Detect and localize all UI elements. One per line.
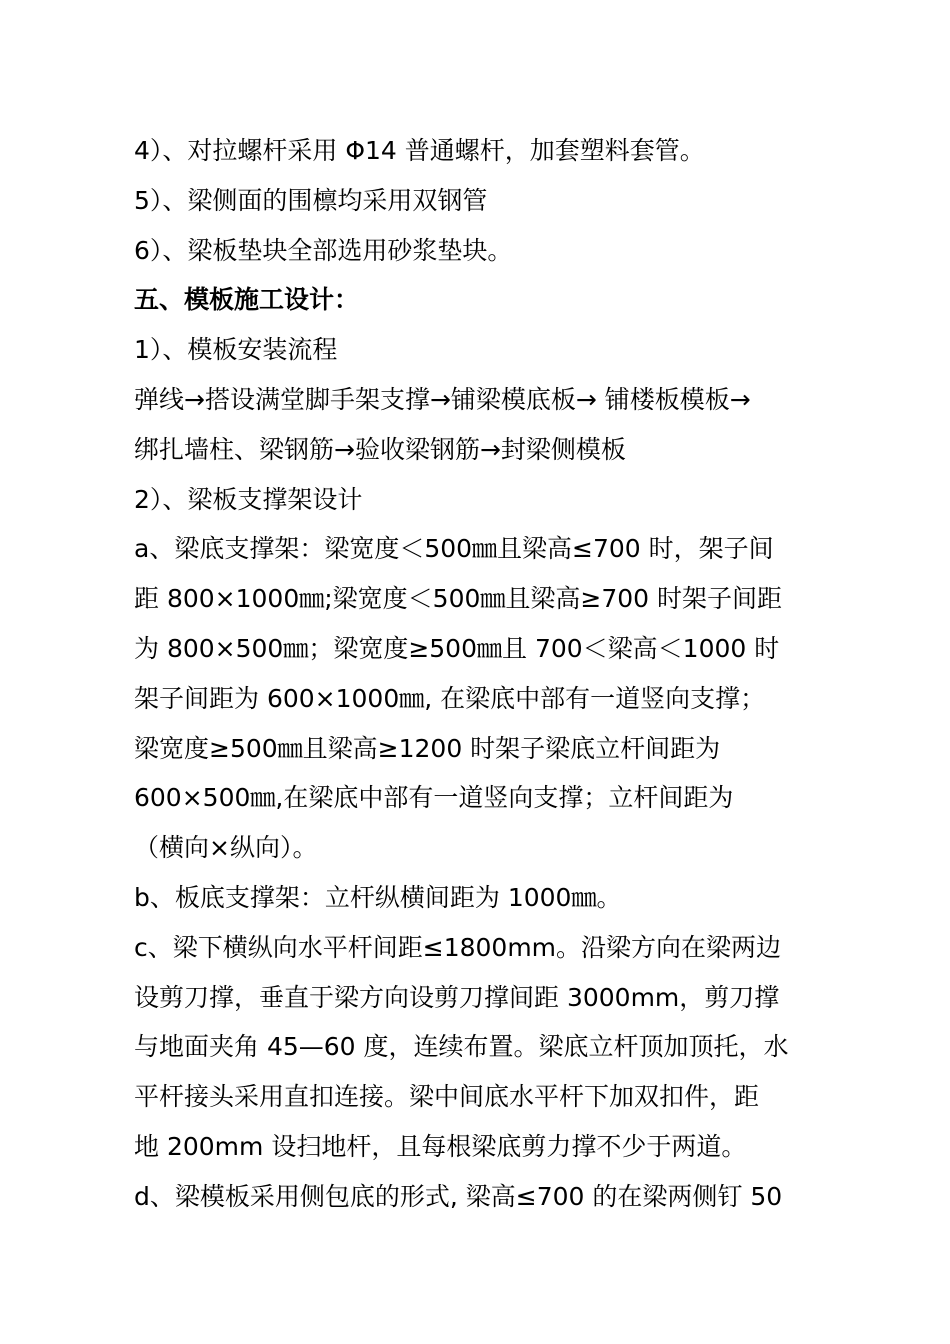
document-body: [134, 126, 802, 1222]
text-line: d、梁模板采用侧包底的形式, 梁高≤700 的在梁两侧钉 50: [134, 1181, 783, 1211]
text-line: c、梁下横纵向水平杆间距≤1800mm。沿梁方向在梁两边: [134, 932, 782, 962]
text-line: 平杆接头采用直扣连接。梁中间底水平杆下加双扣件，距: [134, 1082, 760, 1112]
text-line: 5）、梁侧面的围檩均采用双钢管: [134, 185, 488, 215]
text-line: 与地面夹角 45—60 度，连续布置。梁底立杆顶加顶托，水: [134, 1032, 789, 1062]
text-line: 为 800×500㎜；梁宽度≥500㎜且 700＜梁高＜1000 时: [134, 633, 780, 663]
text-line: 设剪刀撑，垂直于梁方向设剪刀撑间距 3000mm，剪刀撑: [134, 982, 780, 1012]
text-line: 600×500㎜,在梁底中部有一道竖向支撑；立杆间距为: [134, 783, 734, 813]
text-line: 架子间距为 600×1000㎜, 在梁底中部有一道竖向支撑；: [134, 683, 766, 713]
section-heading: 五、模板施工设计：: [134, 285, 360, 315]
text-line: 弹线→搭设满堂脚手架支撑→铺梁模底板→ 铺楼板模板→: [134, 384, 751, 414]
text-line: b、板底支撑架：立杆纵横间距为 1000㎜。: [134, 882, 622, 912]
text-line: 距 800×1000㎜;梁宽度＜500㎜且梁高≥700 时架子间距: [134, 584, 782, 614]
subsection-heading: 1）、模板安装流程: [134, 335, 338, 365]
text-line: 4）、对拉螺杆采用 Φ14 普通螺杆，加套塑料套管。: [134, 136, 705, 165]
text-line: 6）、梁板垫块全部选用砂浆垫块。: [134, 235, 513, 265]
text-line: 梁宽度≥500㎜且梁高≥1200 时架子梁底立杆间距为: [134, 733, 721, 763]
subsection-heading: 2）、梁板支撑架设计: [134, 484, 363, 514]
text-line: 地 200mm 设扫地杆，且每根梁底剪力撑不少于两道。: [134, 1131, 747, 1161]
text-line: a、梁底支撑架：梁宽度＜500㎜且梁高≤700 时，架子间: [134, 534, 774, 564]
text-line: （横向×纵向）。: [134, 833, 318, 863]
text-line: 绑扎墙柱、梁钢筋→验收梁钢筋→封梁侧模板: [134, 434, 626, 464]
